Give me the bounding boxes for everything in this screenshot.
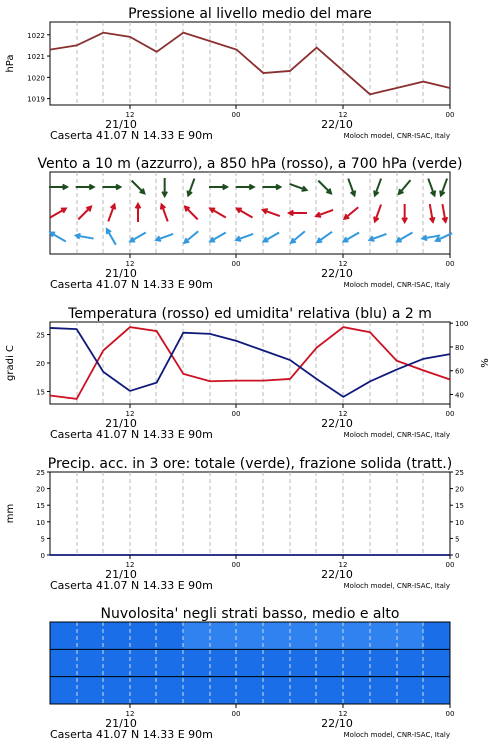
wind-arrow-700-hPa xyxy=(399,180,411,194)
wind-arrow-10-m-shaft xyxy=(210,233,226,242)
y-tick-label: 20 xyxy=(36,360,45,368)
cloud-cell-alto xyxy=(263,622,290,649)
wind-arrow-10-m xyxy=(130,233,146,242)
cloud-cell-alto xyxy=(183,622,210,649)
x-tick-label: 12 xyxy=(126,260,135,268)
wind-arrow-850-hPa xyxy=(442,204,447,222)
y-tick-label: 15 xyxy=(36,502,45,510)
wind-arrow-10-m xyxy=(210,233,226,242)
cloud-cell-alto xyxy=(50,622,77,649)
panel-4 xyxy=(5,456,464,592)
model-caption: Moloch model, CNR-ISAC, Italy xyxy=(344,281,450,289)
wind-arrow-850-hPa xyxy=(402,204,407,222)
model-caption: Moloch model, CNR-ISAC, Italy xyxy=(344,731,450,739)
panel-2 xyxy=(37,156,462,291)
wind-arrow-700-hPa xyxy=(318,181,331,194)
location-caption: Caserta 41.07 N 14.33 E 90m xyxy=(50,579,213,592)
cloud-cell-medio xyxy=(343,649,370,676)
date-label: 21/10 xyxy=(105,267,137,280)
y-axis-label: mm xyxy=(5,504,16,523)
wind-arrow-850-hPa xyxy=(185,207,198,220)
date-label: 21/10 xyxy=(105,118,137,131)
chart-title: Vento a 10 m (azzurro), a 850 hPa (rosso), a 700 hPa (verde) xyxy=(37,156,462,172)
chart-title: Pressione al livello medio del mare xyxy=(128,6,372,22)
wind-arrow-850-hPa-shaft xyxy=(78,207,91,220)
x-tick-label: 00 xyxy=(232,710,241,718)
wind-arrow-10-m xyxy=(50,233,66,242)
wind-arrow-700-hPa xyxy=(188,179,195,196)
cloud-cell-medio xyxy=(317,649,344,676)
location-caption: Caserta 41.07 N 14.33 E 90m xyxy=(50,728,213,741)
cloud-cell-medio xyxy=(263,649,290,676)
chart-title: Precip. acc. in 3 ore: totale (verde), frazione solida (tratt.) xyxy=(48,456,452,472)
wind-arrow-10-m xyxy=(344,233,360,242)
x-tick-label: 00 xyxy=(446,561,455,569)
wind-arrow-10-m xyxy=(264,233,280,242)
cloud-cell-medio xyxy=(370,649,397,676)
wind-arrow-850-hPa xyxy=(263,209,280,216)
wind-arrow-850-hPa xyxy=(237,209,253,218)
wind-arrow-10-m xyxy=(291,231,305,243)
panel-5 xyxy=(50,606,454,741)
cloud-cell-medio xyxy=(210,649,237,676)
cloud-cell-alto xyxy=(77,622,104,649)
location-caption: Caserta 41.07 N 14.33 E 90m xyxy=(50,278,213,291)
y2-tick-label: 100 xyxy=(455,320,468,328)
wind-arrow-700-hPa xyxy=(262,185,280,190)
cloud-cell-basso xyxy=(263,677,290,704)
wind-arrow-850-hPa-shaft xyxy=(185,207,198,220)
wind-arrow-700-hPa-shaft xyxy=(132,181,145,194)
cloud-cell-basso xyxy=(130,677,157,704)
y-tick-label: 5 xyxy=(41,535,45,543)
plot-frame xyxy=(50,472,450,555)
date-label: 21/10 xyxy=(105,717,137,730)
wind-arrow-10-m-shaft xyxy=(264,233,280,242)
cloud-cell-alto xyxy=(423,622,450,649)
cloud-cell-alto xyxy=(157,622,184,649)
wind-arrow-850-hPa xyxy=(289,211,307,216)
y2-tick-label: 5 xyxy=(455,535,459,543)
wind-arrow-700-hPa xyxy=(49,185,67,190)
plot-frame xyxy=(50,322,450,404)
wind-arrow-10-m-shaft xyxy=(344,233,360,242)
y-tick-label: 1022 xyxy=(27,32,45,40)
wind-arrow-850-hPa xyxy=(136,204,141,222)
wind-arrow-850-hPa-shaft xyxy=(50,209,66,218)
cloud-cell-medio xyxy=(290,649,317,676)
x-tick-label: 12 xyxy=(339,410,348,418)
y-axis-label: gradi C xyxy=(5,345,16,381)
date-label: 22/10 xyxy=(321,118,353,131)
y2-tick-label: 15 xyxy=(455,502,464,510)
wind-arrow-10-m xyxy=(317,232,332,242)
y-tick-label: 1020 xyxy=(27,74,45,82)
cloud-cell-medio xyxy=(50,649,77,676)
wind-arrow-700-hPa xyxy=(428,179,435,196)
chart-title: Temperatura (rosso) ed umidita' relativa (blu) a 2 m xyxy=(67,306,432,322)
cloud-cell-medio xyxy=(183,649,210,676)
y-tick-label: 1021 xyxy=(27,53,45,61)
wind-arrow-700-hPa xyxy=(162,178,167,196)
y-tick-label: 10 xyxy=(36,519,45,527)
wind-arrow-700-hPa xyxy=(290,184,307,191)
x-tick-label: 00 xyxy=(232,410,241,418)
x-tick-label: 00 xyxy=(446,111,455,119)
wind-arrow-850-hPa xyxy=(50,209,66,218)
cloud-cell-alto xyxy=(103,622,130,649)
cloud-cell-medio xyxy=(157,649,184,676)
cloud-cell-basso xyxy=(183,677,210,704)
x-tick-label: 12 xyxy=(126,561,135,569)
x-tick-label: 12 xyxy=(126,410,135,418)
model-caption: Moloch model, CNR-ISAC, Italy xyxy=(344,582,450,590)
date-label: 21/10 xyxy=(105,417,137,430)
cloud-cell-basso xyxy=(423,677,450,704)
x-tick-label: 12 xyxy=(126,710,135,718)
wind-arrow-850-hPa xyxy=(161,205,168,222)
cloud-cell-medio xyxy=(103,649,130,676)
wind-arrow-700-hPa xyxy=(102,185,120,190)
wind-arrow-850-hPa xyxy=(108,205,115,222)
wind-arrow-10-m xyxy=(107,229,116,245)
x-tick-label: 12 xyxy=(126,111,135,119)
cloud-cell-basso xyxy=(50,677,77,704)
wind-arrow-10-m-shaft xyxy=(107,229,116,245)
temperature-line xyxy=(50,327,450,399)
date-label: 22/10 xyxy=(321,568,353,581)
x-tick-label: 00 xyxy=(446,260,455,268)
cloud-cell-basso xyxy=(397,677,424,704)
humidity-line xyxy=(50,328,450,397)
cloud-cell-alto xyxy=(210,622,237,649)
pressure-line xyxy=(50,33,450,95)
date-label: 22/10 xyxy=(321,267,353,280)
wind-arrow-850-hPa-shaft xyxy=(344,207,358,219)
cloud-cell-basso xyxy=(370,677,397,704)
model-caption: Moloch model, CNR-ISAC, Italy xyxy=(344,431,450,439)
y-tick-label: 0 xyxy=(41,552,45,560)
y2-tick-label: 80 xyxy=(455,344,464,352)
y-axis-label: % xyxy=(480,358,491,368)
cloud-cell-alto xyxy=(370,622,397,649)
x-tick-label: 00 xyxy=(446,710,455,718)
cloud-cell-basso xyxy=(157,677,184,704)
wind-arrow-10-m xyxy=(184,231,198,243)
wind-arrow-850-hPa xyxy=(78,207,91,220)
location-caption: Caserta 41.07 N 14.33 E 90m xyxy=(50,129,213,142)
cloud-cell-alto xyxy=(343,622,370,649)
wind-arrow-700-hPa-shaft xyxy=(399,180,411,194)
wind-arrow-10-m-shaft xyxy=(291,231,305,243)
location-caption: Caserta 41.07 N 14.33 E 90m xyxy=(50,428,213,441)
date-label: 21/10 xyxy=(105,568,137,581)
wind-arrow-700-hPa xyxy=(348,179,355,196)
panel-3 xyxy=(5,306,491,441)
cloud-cell-basso xyxy=(210,677,237,704)
x-tick-label: 12 xyxy=(339,561,348,569)
wind-arrow-700-hPa-shaft xyxy=(318,181,331,194)
y2-tick-label: 10 xyxy=(455,519,464,527)
x-tick-label: 00 xyxy=(232,561,241,569)
x-tick-label: 12 xyxy=(339,260,348,268)
x-tick-label: 12 xyxy=(339,111,348,119)
wind-arrow-700-hPa xyxy=(209,185,227,190)
cloud-cell-medio xyxy=(423,649,450,676)
wind-arrow-10-m-shaft xyxy=(50,233,66,242)
cloud-cell-basso xyxy=(343,677,370,704)
y-tick-label: 1019 xyxy=(27,96,45,104)
wind-arrow-850-hPa-shaft xyxy=(210,209,226,218)
cloud-cell-alto xyxy=(290,622,317,649)
model-caption: Moloch model, CNR-ISAC, Italy xyxy=(344,132,450,140)
cloud-cell-basso xyxy=(237,677,264,704)
y2-tick-label: 25 xyxy=(455,469,464,477)
cloud-cell-medio xyxy=(397,649,424,676)
cloud-cell-alto xyxy=(130,622,157,649)
wind-arrow-10-m xyxy=(397,233,413,242)
y-tick-label: 25 xyxy=(36,469,45,477)
y2-tick-label: 40 xyxy=(455,391,464,399)
cloud-cell-medio xyxy=(130,649,157,676)
wind-arrow-850-hPa-shaft xyxy=(237,209,253,218)
cloud-cell-basso xyxy=(290,677,317,704)
x-tick-label: 12 xyxy=(339,710,348,718)
wind-arrow-10-m-shaft xyxy=(397,233,413,242)
wind-arrow-10-m xyxy=(370,234,387,241)
cloud-cell-alto xyxy=(317,622,344,649)
wind-arrow-10-m-shaft xyxy=(130,233,146,242)
y2-tick-label: 60 xyxy=(455,368,464,376)
wind-arrow-10-m xyxy=(76,234,94,239)
panel-1 xyxy=(5,6,454,142)
wind-arrow-850-hPa xyxy=(344,207,358,219)
wind-arrow-700-hPa xyxy=(374,179,381,196)
x-tick-label: 00 xyxy=(232,260,241,268)
y-tick-label: 20 xyxy=(36,486,45,494)
chart-title: Nuvolosita' negli strati basso, medio e alto xyxy=(101,606,400,622)
cloud-cell-basso xyxy=(103,677,130,704)
date-label: 22/10 xyxy=(321,717,353,730)
y-axis-label: hPa xyxy=(5,54,16,72)
y-tick-label: 15 xyxy=(36,388,45,396)
wind-arrow-850-hPa xyxy=(374,205,381,222)
date-label: 22/10 xyxy=(321,417,353,430)
wind-arrow-700-hPa xyxy=(440,179,447,196)
wind-arrow-10-m-shaft xyxy=(184,231,198,243)
y2-tick-label: 0 xyxy=(455,552,459,560)
wind-arrow-10-m-shaft xyxy=(317,232,332,242)
wind-arrow-850-hPa xyxy=(430,204,435,222)
wind-arrow-10-m xyxy=(156,234,173,241)
cloud-cell-basso xyxy=(317,677,344,704)
cloud-cell-medio xyxy=(77,649,104,676)
wind-arrow-700-hPa xyxy=(236,185,254,190)
wind-arrow-850-hPa xyxy=(210,209,226,218)
wind-arrow-700-hPa xyxy=(76,185,94,190)
cloud-cell-basso xyxy=(77,677,104,704)
wind-arrow-700-hPa xyxy=(132,181,145,194)
y-tick-label: 25 xyxy=(36,332,45,340)
x-tick-label: 00 xyxy=(232,111,241,119)
y2-tick-label: 20 xyxy=(455,486,464,494)
cloud-cell-alto xyxy=(237,622,264,649)
x-tick-label: 00 xyxy=(446,410,455,418)
cloud-cell-alto xyxy=(397,622,424,649)
wind-arrow-10-m xyxy=(236,234,253,241)
cloud-cell-medio xyxy=(237,649,264,676)
wind-arrow-850-hPa xyxy=(316,210,333,217)
